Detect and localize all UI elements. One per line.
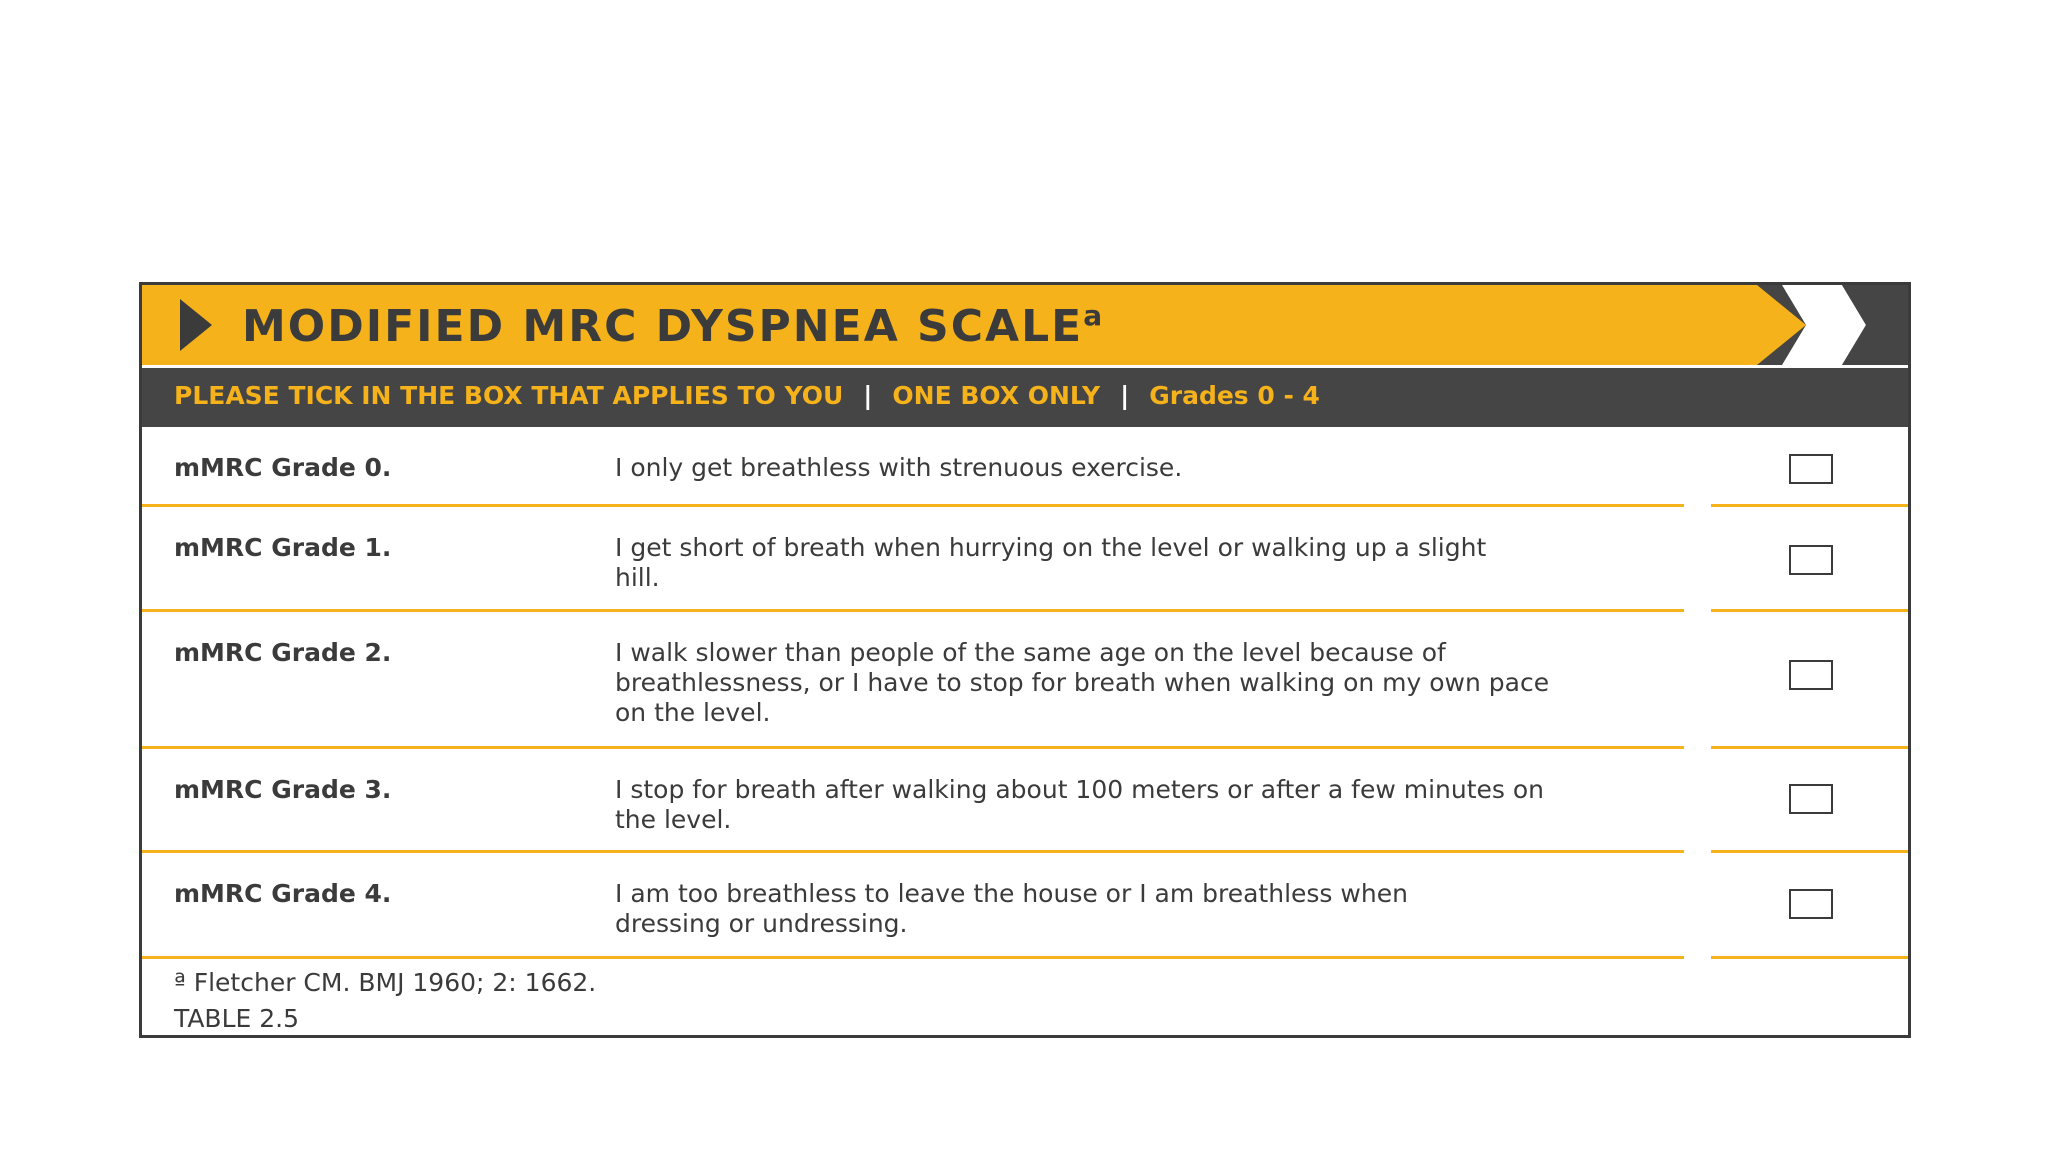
grade-label: mMRC Grade 0. [174, 453, 392, 482]
instruction-grades: Grades 0 - 4 [1149, 381, 1320, 410]
grade-0-checkbox[interactable] [1789, 454, 1833, 484]
grade-label: mMRC Grade 4. [174, 879, 392, 908]
instruction-separator: | [1120, 381, 1130, 410]
mmrc-scale-card [139, 282, 1911, 1038]
instruction-one-box: ONE BOX ONLY [892, 381, 1101, 410]
grade-1-checkbox[interactable] [1789, 545, 1833, 575]
grade-description: I am too breathless to leave the house or I am breathless when dressing or undressing. [615, 879, 1408, 938]
grade-description: I stop for breath after walking about 100 meters or after a few minutes on the level. [615, 775, 1545, 834]
title-bar [142, 285, 1908, 365]
row-divider [1711, 956, 1908, 959]
grade-description: I only get breathless with strenuous exercise. [615, 453, 1183, 482]
footer [174, 965, 596, 1037]
grade-description: I walk slower than people of the same age on the level because of breathlessness, or I have to stop for breath when walking on my own pace on the level. [615, 638, 1550, 727]
grade-row-2 [142, 612, 1908, 749]
grade-3-checkbox[interactable] [1789, 784, 1833, 814]
instruction-separator: | [863, 381, 873, 410]
grade-row-4 [142, 853, 1908, 959]
grade-row-3 [142, 749, 1908, 853]
table-label: TABLE 2.5 [174, 1004, 300, 1033]
grade-label: mMRC Grade 2. [174, 638, 392, 667]
grade-row-1 [142, 507, 1908, 612]
grade-description: I get short of breath when hurrying on the level or walking up a slight hill. [615, 533, 1487, 592]
citation: ª Fletcher CM. BMJ 1960; 2: 1662. [174, 968, 597, 997]
row-divider [142, 956, 1684, 959]
grade-label: mMRC Grade 3. [174, 775, 392, 804]
instructions-bar [142, 365, 1908, 427]
instruction-tick-box: PLEASE TICK IN THE BOX THAT APPLIES TO YOU [174, 381, 844, 410]
grade-4-checkbox[interactable] [1789, 889, 1833, 919]
grade-row-0 [142, 427, 1908, 507]
grade-label: mMRC Grade 1. [174, 533, 392, 562]
grade-2-checkbox[interactable] [1789, 660, 1833, 690]
page-title: MODIFIED MRC DYSPNEA SCALE$^a$ [242, 299, 1103, 352]
title-superscript: a [1083, 299, 1103, 332]
